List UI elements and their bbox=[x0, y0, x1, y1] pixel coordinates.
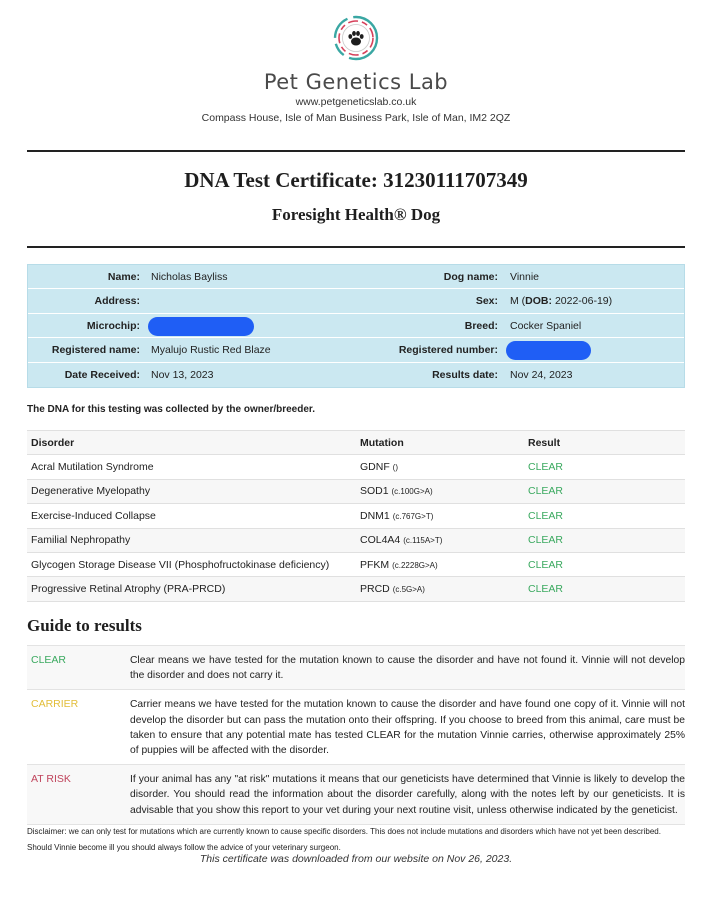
mutation-cell bbox=[356, 577, 524, 601]
result-cell: CLEAR bbox=[528, 485, 564, 498]
mutation-code: (c.100G>A) bbox=[391, 487, 433, 497]
disclaimer: Disclaimer: we can only test for mutations which are currently known to cause specific disorders. This does not include mutations and disorders which have not yet been described. Should Vinnie become ill you should always follow the advice of your veterinary surgeon. bbox=[27, 827, 661, 852]
certificate-title: DNA Test Certificate: 31230111707349 bbox=[184, 168, 528, 192]
registered-number-redaction bbox=[506, 341, 591, 360]
address-label: Address: bbox=[94, 295, 140, 308]
mutation-cell bbox=[356, 528, 524, 552]
registered-number-label: Registered number: bbox=[398, 344, 498, 357]
guide-tag-clear: CLEAR bbox=[31, 654, 67, 666]
result-cell: CLEAR bbox=[528, 558, 564, 571]
mutation-cell bbox=[356, 504, 524, 528]
info-row bbox=[28, 314, 684, 338]
table-row bbox=[27, 479, 685, 503]
gene-name: COL4A4 bbox=[360, 534, 401, 547]
result-cell: CLEAR bbox=[528, 583, 564, 596]
gene-name: SOD1 bbox=[360, 485, 389, 498]
info-row bbox=[28, 363, 684, 387]
gene-name: PFKM bbox=[360, 558, 390, 571]
paw-print-icon bbox=[332, 14, 380, 62]
lab-address: Compass House, Isle of Man Business Park, Isle of Man, IM2 2QZ bbox=[201, 112, 511, 124]
date-received-label: Date Received: bbox=[64, 368, 140, 381]
table-row bbox=[27, 455, 685, 479]
collection-note: The DNA for this testing was collected by the owner/breeder. bbox=[27, 404, 316, 415]
guide-text-clear: Clear means we have tested for the mutation known to cause the disorder and have not found it. Vinnie will not develop the disorder and does not carry it. bbox=[130, 655, 685, 682]
guide-tag-at-risk: AT RISK bbox=[31, 773, 71, 786]
divider-bottom bbox=[27, 246, 685, 248]
results-date-label: Results date: bbox=[432, 368, 498, 381]
guide-text-carrier: Carrier means we have tested for the mutation known to cause the disorder and have found one copy of it. Vinnie will not develop the disorder but can pass the mutation onto their offspring. If you choose to breed from this animal, care must be taken to ensure that any potential mate has tested CLEAR for the mutation Vinnie carries, otherwise approximately 25% of puppies will be affected with the disorder. bbox=[130, 699, 685, 757]
table-row bbox=[27, 552, 685, 576]
info-row bbox=[28, 338, 684, 362]
dog-info-panel bbox=[27, 264, 685, 388]
mutation-cell bbox=[356, 479, 524, 503]
divider-top bbox=[27, 150, 685, 152]
disorder-cell: Glycogen Storage Disease VII (Phosphofructokinase deficiency) bbox=[31, 558, 330, 571]
download-note: This certificate was downloaded from our website on Nov 26, 2023. bbox=[199, 853, 513, 865]
dob-label: DOB: bbox=[525, 295, 553, 308]
product-name: Foresight Health® Dog bbox=[271, 205, 441, 224]
mutation-code: () bbox=[392, 463, 398, 473]
registered-name-label: Registered name: bbox=[51, 344, 140, 357]
owner-name-value: Nicholas Bayliss bbox=[151, 271, 228, 283]
results-guide bbox=[27, 645, 685, 825]
mutation-code: (c.767G>T) bbox=[392, 511, 434, 521]
result-cell: CLEAR bbox=[528, 534, 564, 547]
mutation-cell bbox=[356, 455, 524, 479]
lab-contact bbox=[0, 94, 712, 126]
microchip-label: Microchip: bbox=[86, 319, 140, 332]
result-header: Result bbox=[528, 436, 561, 449]
gene-name: DNM1 bbox=[360, 509, 390, 522]
guide-tag-carrier: CARRIER bbox=[31, 698, 79, 711]
owner-name-label: Name: bbox=[107, 271, 140, 283]
dog-name-label: Dog name: bbox=[443, 271, 498, 283]
sex-dob-value: M (DOB: 2022-06-19) bbox=[510, 295, 613, 308]
disorder-header: Disorder bbox=[31, 436, 75, 449]
brand-name: Pet Genetics Lab bbox=[263, 70, 449, 94]
disorder-cell: Degenerative Myelopathy bbox=[31, 485, 151, 498]
table-row bbox=[27, 577, 685, 601]
breed-value: Cocker Spaniel bbox=[510, 319, 582, 332]
disorder-cell: Acral Mutilation Syndrome bbox=[31, 461, 154, 474]
registered-name-value: Myalujo Rustic Red Blaze bbox=[151, 344, 271, 357]
breed-label: Breed: bbox=[464, 319, 498, 332]
mutation-code: (c.115A>T) bbox=[403, 536, 443, 546]
guide-row-at-risk bbox=[27, 765, 685, 825]
dob-value: 2022-06-19 bbox=[554, 295, 609, 308]
gene-name: PRCD bbox=[360, 583, 390, 596]
gene-name: GDNF bbox=[360, 461, 390, 474]
disorder-cell: Progressive Retinal Atrophy (PRA-PRCD) bbox=[31, 583, 226, 596]
info-row bbox=[28, 265, 684, 289]
sex-value: M bbox=[510, 295, 519, 308]
mutation-cell bbox=[356, 552, 524, 576]
table-row bbox=[27, 504, 685, 528]
lab-website[interactable]: www.petgeneticslab.co.uk bbox=[295, 96, 417, 108]
guide-row-clear bbox=[27, 646, 685, 690]
disorder-cell: Familial Nephropathy bbox=[31, 534, 131, 547]
mutation-header: Mutation bbox=[360, 436, 404, 449]
dog-name-value: Vinnie bbox=[510, 271, 539, 283]
table-row bbox=[27, 528, 685, 552]
disorder-cell: Exercise-Induced Collapse bbox=[31, 509, 156, 522]
result-cell: CLEAR bbox=[528, 509, 564, 522]
mutation-code: (c.5G>A) bbox=[392, 585, 425, 595]
microchip-redaction bbox=[148, 317, 254, 336]
info-row bbox=[28, 289, 684, 313]
sex-label: Sex: bbox=[475, 295, 498, 308]
results-table bbox=[27, 430, 685, 602]
date-received-value: Nov 13, 2023 bbox=[151, 368, 214, 381]
table-header-row bbox=[27, 431, 685, 455]
mutation-code: (c.2228G>A) bbox=[392, 560, 438, 570]
result-cell: CLEAR bbox=[528, 461, 564, 474]
results-date-value: Nov 24, 2023 bbox=[510, 368, 573, 381]
brand-logo bbox=[0, 14, 712, 94]
guide-text-at-risk: If your animal has any "at risk" mutations it means that our geneticists have determined that Vinnie is likely to develop the disorder. You should read the information about the disorder carefully, along with the notes left by our geneticists. It is advisable that you show this report to your vet during your next routine visit, unless otherwise indicated by the geneticist. bbox=[130, 774, 685, 816]
guide-title: Guide to results bbox=[27, 616, 142, 635]
guide-row-carrier bbox=[27, 690, 685, 765]
